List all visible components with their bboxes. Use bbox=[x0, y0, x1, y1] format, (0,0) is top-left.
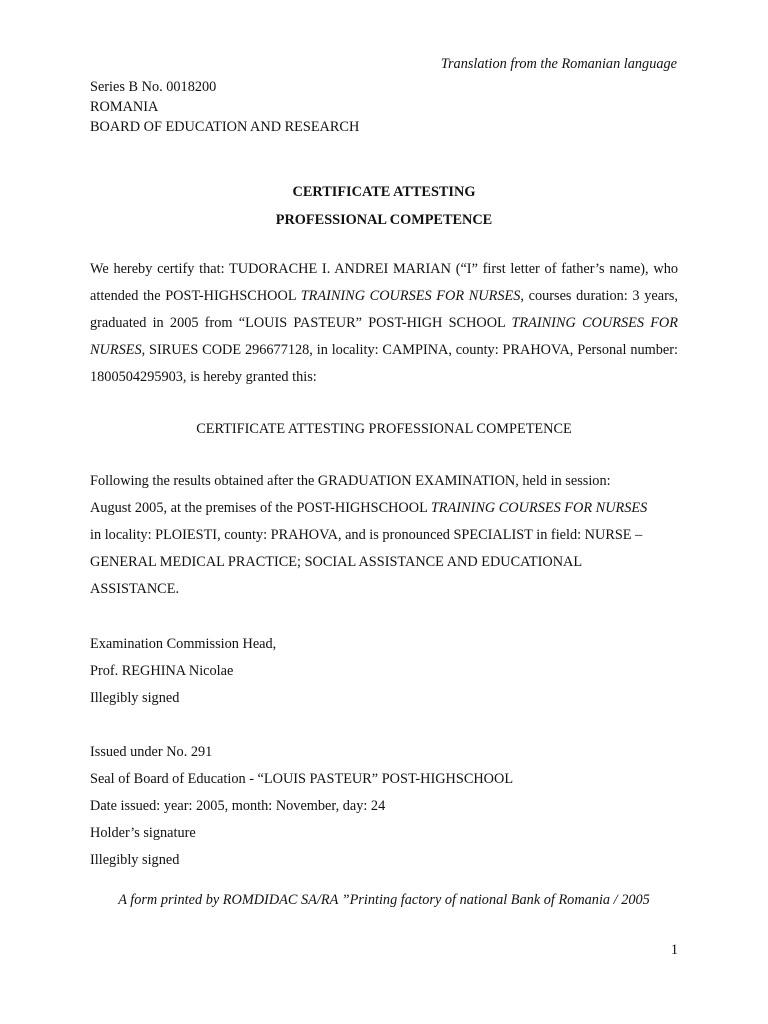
commission-role: Examination Commission Head, bbox=[90, 636, 277, 652]
exam-line-5: ASSISTANCE. bbox=[90, 581, 180, 597]
exam-line-3: in locality: PLOIESTI, county: PRAHOVA, and is pronounced SPECIALIST in field: NURSE – bbox=[90, 527, 643, 543]
seal-text: Seal of Board of Education - “LOUIS PASTEUR” POST-HIGHSCHOOL bbox=[90, 771, 514, 787]
paragraph-text-3: , SIRUES CODE 296677128, in locality: CAMPINA, county: PRAHOVA, Personal number: 1800504295903, is hereby granted this: bbox=[90, 342, 678, 385]
paragraph-text-1: We hereby certify that: TUDORACHE I. ANDREI MARIAN (“I” first letter of father’s name), who attended the POST-HIGHSCHOOL bbox=[90, 261, 678, 304]
page-number: 1 bbox=[670, 942, 678, 958]
translation-note: Translation from the Romanian language bbox=[440, 56, 677, 72]
holder-signature-label: Holder’s signature bbox=[90, 825, 196, 841]
examination-paragraph bbox=[90, 468, 678, 603]
commission-signature-block bbox=[90, 631, 276, 712]
commission-signature-note: Illegibly signed bbox=[90, 690, 180, 706]
title-line-1: CERTIFICATE ATTESTING bbox=[292, 184, 476, 200]
certificate-title bbox=[90, 178, 678, 234]
paragraph-text-2: , courses duration: 3 years, graduated in 2005 from “LOUIS PASTEUR” POST-HIGH SCHOOL bbox=[90, 288, 678, 331]
document-header bbox=[90, 77, 359, 137]
holder-signature-note: Illegibly signed bbox=[90, 852, 180, 868]
course-name-italic-2: TRAINING COURSES FOR NURSES bbox=[90, 315, 678, 358]
exam-line-4: GENERAL MEDICAL PRACTICE; SOCIAL ASSISTANCE AND EDUCATIONAL bbox=[90, 554, 583, 570]
issue-date: Date issued: year: 2005, month: November, day: 24 bbox=[90, 798, 386, 814]
certificate-subtitle: CERTIFICATE ATTESTING PROFESSIONAL COMPETENCE bbox=[196, 421, 572, 437]
issuing-board: BOARD OF EDUCATION AND RESEARCH bbox=[90, 119, 360, 135]
series-number: Series B No. 0018200 bbox=[90, 79, 217, 95]
certification-paragraph bbox=[90, 256, 678, 391]
commission-head-name: Prof. REGHINA Nicolae bbox=[90, 663, 234, 679]
issuance-block bbox=[90, 739, 513, 874]
title-line-2: PROFESSIONAL COMPETENCE bbox=[275, 212, 493, 228]
exam-line-1: Following the results obtained after the GRADUATION EXAMINATION, held in session: bbox=[90, 473, 611, 489]
country-name: ROMANIA bbox=[90, 99, 159, 115]
issued-number: Issued under No. 291 bbox=[90, 744, 213, 760]
exam-line-2 bbox=[90, 495, 678, 522]
exam-course-name-italic: TRAINING COURSES FOR NURSES bbox=[430, 500, 648, 516]
exam-line-2-text: August 2005, at the premises of the POST-HIGHSCHOOL bbox=[90, 500, 431, 516]
course-name-italic-1: TRAINING COURSES FOR NURSES bbox=[300, 288, 521, 304]
printer-footer-note: A form printed by ROMDIDAC SA/RA ”Printing factory of national Bank of Romania / 2005 bbox=[118, 892, 650, 908]
